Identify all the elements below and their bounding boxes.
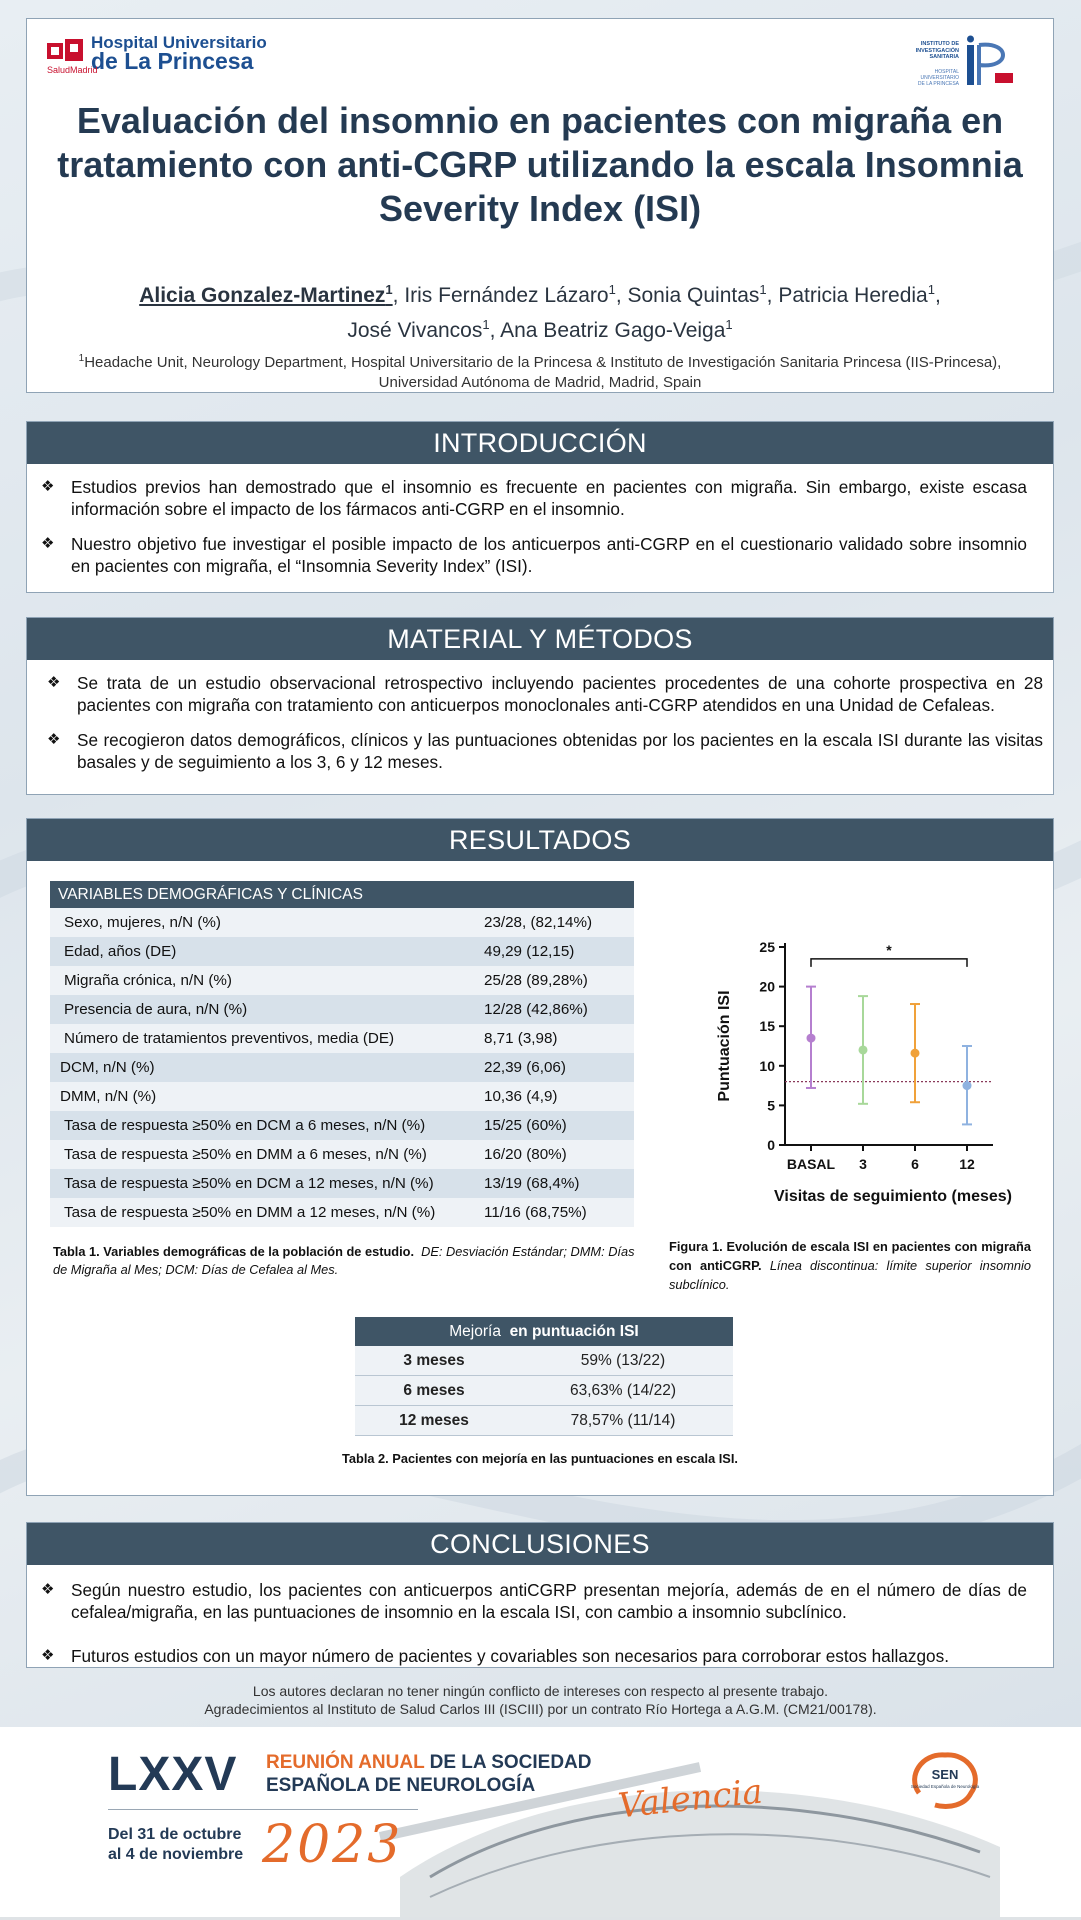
intro-bullet: ❖ Estudios previos han demostrado que el insomnio es frecuente en pacientes con migraña. Sin embargo, existe escasa información sobre el impacto de los fármacos anti-CGRP en el insomnio. — [41, 477, 1027, 519]
sen-logo-icon — [905, 1747, 985, 1819]
affiliation: $^1$Headache Unit, Neurology Department, Hospital Universitario de la Princesa & Instituto de Investigación Sanitaria Princesa (IIS-Princesa), Universidad Autónoma de Madrid, Madrid, Spain — [78, 353, 1002, 391]
institute-logo-subtext: HOSPITAL UNIVERSITARIO DE LA PRINCESA — [917, 69, 959, 87]
isi-chart — [693, 929, 1033, 1209]
institute-logo-text: INSTITUTO DE INVESTIGACIÓN SANITARIA — [915, 41, 959, 60]
table-row: Migraña crónica, n/N (%) 25/28 (89,28%) — [50, 966, 634, 995]
table-row: 12 meses 78,57% (11/14) — [355, 1406, 733, 1436]
figure1-caption: Figura 1. Evolución de escala ISI en pacientes con migraña con antiCGRP. Línea discontinua: límite superior insomnio subclínico. — [669, 1239, 1031, 1292]
table-row: DMM, n/N (%) 10,36 (4,9) — [50, 1082, 634, 1111]
table-row: Tasa de respuesta ≥50% en DCM a 12 meses, n/N (%) 13/19 (68,4%) — [50, 1169, 634, 1198]
author: Iris Fernández Lázaro$^1$ — [404, 282, 616, 307]
conclusion-bullet: ❖ Futuros estudios con un mayor número de pacientes y covariables son necesarios para corroborar estos hallazgos. — [41, 1646, 949, 1666]
conclusion-bullet: ❖ Según nuestro estudio, los pacientes con anticuerpos antiCGRP presentan mejoría, además de en el número de días de cefalea/migraña, en las puntuaciones de insomnio en la escala ISI, con cambio a insomnio subclínico. — [41, 1580, 1027, 1622]
congress-year: 2023 — [262, 1815, 403, 1875]
disclaimer — [0, 1682, 1081, 1718]
methods-bullet: ❖ Se recogieron datos demográficos, clínicos y las puntuaciones obtenidas por los pacientes en la escala ISI durante las visitas basales y de seguimiento a los 3, 6 y 12 meses. — [47, 730, 1043, 772]
table-row: DCM, n/N (%) 22,39 (6,06) — [50, 1053, 634, 1082]
intro-panel — [26, 421, 1054, 593]
methods-panel — [26, 617, 1054, 795]
table-row: Tasa de respuesta ≥50% en DMM a 12 meses, n/N (%) 11/16 (68,75%) — [50, 1198, 634, 1227]
mean-point — [911, 1049, 920, 1058]
significance-label: * — [886, 941, 892, 958]
isi-chart-svg — [693, 929, 1033, 1209]
table-row: Edad, años (DE) 49,29 (12,15) — [50, 937, 634, 966]
table-row: Número de tratamientos preventivos, media (DE) 8,71 (3,98) — [50, 1024, 634, 1053]
mean-point — [963, 1081, 972, 1090]
congress-city: Valencia — [616, 1771, 765, 1827]
mean-point — [807, 1034, 816, 1043]
y-tick-label: 25 — [759, 939, 775, 955]
poster-title: Evaluación del insomnio en pacientes con migraña en tratamiento con anti-CGRP utilizando la escala Insomnia Severity Index (ISI) — [57, 100, 1023, 229]
mean-point — [859, 1045, 868, 1054]
table-row: 3 meses 59% (13/22) — [355, 1346, 733, 1376]
demographics-table — [50, 881, 634, 1227]
disclaimer-line1: Los autores declaran no tener ningún conflicto de intereses con respecto al presente trabajo. — [252, 1683, 829, 1699]
table-row: Tasa de respuesta ≥50% en DCM a 6 meses, n/N (%) 15/25 (60%) — [50, 1111, 634, 1140]
y-tick-label: 10 — [759, 1057, 775, 1074]
improvement-table-header: Mejoría en puntuación ISI — [355, 1317, 733, 1346]
methods-bullet: ❖ Se trata de un estudio observacional retrospectivo incluyendo pacientes procedentes de una cohorte prospectiva en 28 pacientes con migraña con tratamiento con anticuerpos monoclonales anti-CGRP atendidos en una Unidad de Cefaleas. — [47, 673, 1043, 715]
hospital-logo-line2: de La Princesa — [91, 48, 254, 74]
congress-name: REUNIÓN ANUAL DE LA SOCIEDAD ESPAÑOLA DE NEUROLOGÍA — [266, 1752, 592, 1796]
congress-number: LXXV — [108, 1748, 238, 1801]
y-axis-label: Puntuación ISI — [716, 990, 733, 1102]
x-tick-label: 6 — [911, 1156, 919, 1172]
hospital-logo-line1: Hospital Universitario — [91, 33, 267, 52]
author: Ana Beatriz Gago-Veiga$^1$ — [500, 317, 733, 342]
demographics-table-header: VARIABLES DEMOGRÁFICAS Y CLÍNICAS — [50, 881, 634, 908]
improvement-table — [355, 1317, 733, 1436]
y-tick-label: 5 — [767, 1097, 775, 1114]
y-tick-label: 0 — [767, 1137, 775, 1153]
author-first: Alicia Gonzalez-Martinez$^1$ — [139, 282, 393, 307]
bullet-diamond-icon: ❖ — [41, 535, 55, 552]
results-heading: RESULTADOS — [27, 819, 1053, 861]
congress-banner — [0, 1727, 1081, 1920]
x-axis-label: Visitas de seguimiento (meses) — [773, 1188, 1013, 1205]
table-row: 6 meses 63,63% (14/22) — [355, 1376, 733, 1406]
congress-dates: Del 31 de octubre al 4 de noviembre — [108, 1826, 244, 1863]
x-tick-label: 12 — [959, 1156, 975, 1172]
table-row: Sexo, mujeres, n/N (%) 23/28, (82,14%) — [50, 908, 634, 937]
institute-logo — [913, 33, 1023, 89]
results-panel — [26, 818, 1054, 1496]
methods-heading: MATERIAL Y MÉTODOS — [27, 618, 1053, 660]
conclusions-heading: CONCLUSIONES — [27, 1523, 1053, 1565]
table-row: Tasa de respuesta ≥50% en DMM a 6 meses, n/N (%) 16/20 (80%) — [50, 1140, 634, 1169]
intro-bullet: ❖ Nuestro objetivo fue investigar el posible impacto de los anticuerpos anti-CGRP en el cuestionario validado sobre insomnio en pacientes con migraña, el “Insomnia Severity Index” (ISI). — [41, 534, 1027, 576]
author-list: Alicia Gonzalez-Martinez$^1$, Iris Fernández Lázaro$^1$, Sonia Quintas$^1$, Patricia Heredia$^1$, José Vivancos$^1$, Ana Beatriz Gago-Veiga$^1$ — [139, 282, 941, 342]
author: José Vivancos$^1$ — [347, 317, 490, 342]
conclusions-panel — [26, 1522, 1054, 1668]
bullet-diamond-icon: ❖ — [41, 1581, 55, 1598]
bullet-diamond-icon: ❖ — [41, 1647, 55, 1664]
bullet-diamond-icon: ❖ — [47, 731, 61, 748]
x-tick-label: BASAL — [786, 1156, 836, 1172]
madrid-logo-icon — [47, 37, 83, 67]
sen-logo-sub: Sociedad Española de Neurología — [910, 1784, 980, 1789]
header-panel — [26, 18, 1054, 393]
disclaimer-line2: Agradecimientos al Instituto de Salud Carlos III (ISCIII) por un contrato Río Hortega a A.G.M. (CM21/00178). — [204, 1701, 877, 1717]
y-tick-label: 20 — [759, 978, 775, 995]
intro-heading: INTRODUCCIÓN — [27, 422, 1053, 464]
x-tick-label: 3 — [859, 1156, 867, 1172]
significance-bracket — [811, 959, 967, 967]
bullet-diamond-icon: ❖ — [41, 478, 55, 495]
table1-caption: Tabla 1. Variables demográficas de la población de estudio. DE: Desviación Estándar; DMM: Días de Migraña al Mes; DCM: Días de Cefalea al Mes. — [53, 1244, 635, 1277]
sen-logo-label: SEN — [931, 1767, 959, 1782]
author: Sonia Quintas$^1$ — [627, 282, 767, 307]
table-row: Presencia de aura, n/N (%) 12/28 (42,86%) — [50, 995, 634, 1024]
author: Patricia Heredia$^1$ — [778, 282, 935, 307]
bullet-diamond-icon: ❖ — [47, 674, 61, 691]
banner-divider — [108, 1809, 418, 1810]
y-tick-label: 15 — [759, 1018, 775, 1035]
table2-caption: Tabla 2. Pacientes con mejoría en las puntuaciones en escala ISI. — [342, 1451, 738, 1466]
ip-logo-icon — [965, 35, 1017, 87]
salud-madrid-label: SaludMadrid — [47, 65, 98, 75]
